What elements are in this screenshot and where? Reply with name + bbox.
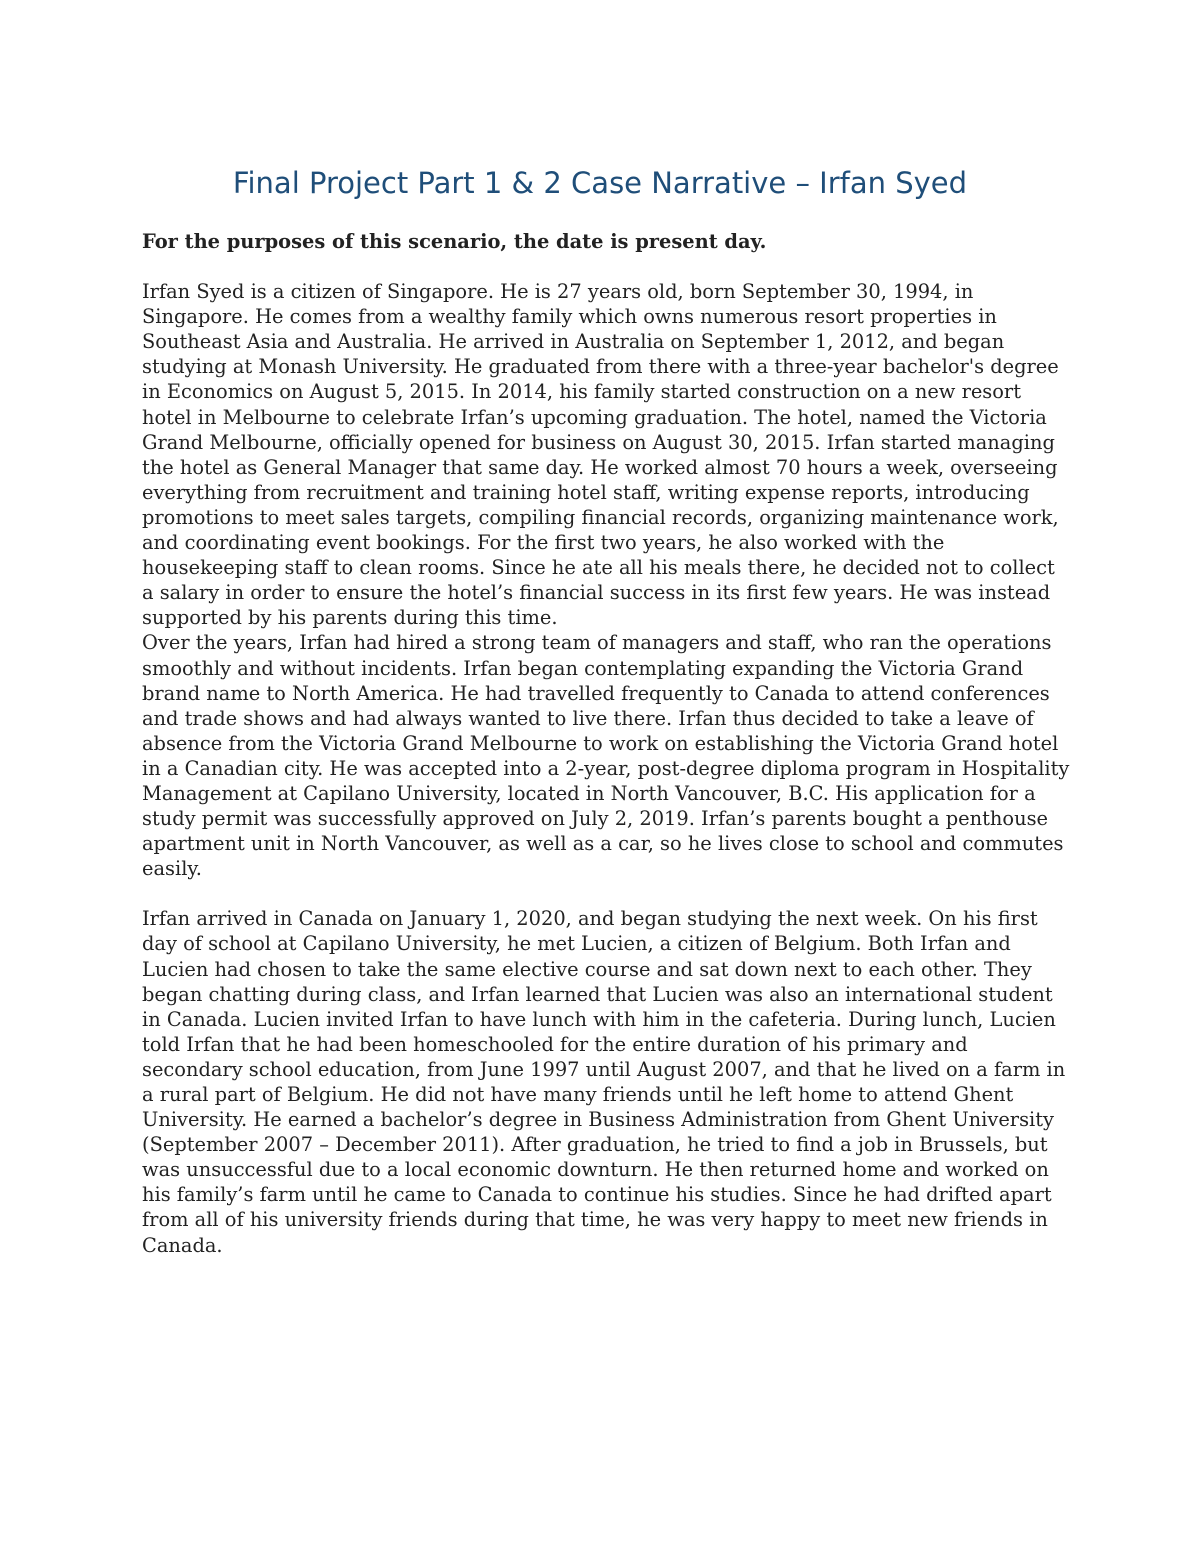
paragraph-spacer <box>142 881 1072 906</box>
paragraph-canada-arrival: Irfan arrived in Canada on January 1, 2020, and began studying the next week. On his first day of school at Capilano University, he met Lucien, a citizen of Belgium. Both Irfan and Lucien had chosen to take the same elective course and sat down next to each other. They began chatting during class, and Irfan learned that Lucien was also an international student in Canada. Lucien invited Irfan to have lunch with him in the cafeteria. During lunch, Lucien told Irfan that he had been homeschooled for the entire duration of his primary and secondary school education, from June 1997 until August 2007, and that he lived on a farm in a rural part of Belgium. He did not have many friends until he left home to attend Ghent University. He earned a bachelor’s degree in Business Administration from Ghent University (September 2007 – December 2011). After graduation, he tried to find a job in Brussels, but was unsuccessful due to a local economic downturn. He then returned home and worked on his family’s farm until he came to Canada to continue his studies. Since he had drifted apart from all of his university friends during that time, he was very happy to meet new friends in Canada. <box>142 907 1066 1257</box>
document-body <box>142 229 1072 1258</box>
paragraph-background: Irfan Syed is a citizen of Singapore. He is 27 years old, born September 30, 1994, in Singapore. He comes from a wealthy family which owns numerous resort properties in Southeast Asia and Australia. He arrived in Australia on September 1, 2012, and began studying at Monash University. He graduated from there with a three-year bachelor's degree in Economics on August 5, 2015. In 2014, his family started construction on a new resort hotel in Melbourne to celebrate Irfan’s upcoming graduation. The hotel, named the Victoria Grand Melbourne, officially opened for business on August 30, 2015. Irfan started managing the hotel as General Manager that same day. He worked almost 70 hours a week, overseeing everything from recruitment and training hotel staff, writing expense reports, introducing promotions to meet sales targets, compiling financial records, organizing maintenance work, and coordinating event bookings. For the first two years, he also worked with the housekeeping staff to clean rooms. Since he ate all his meals there, he decided not to collect a salary in order to ensure the hotel’s financial success in its first few years. He was instead supported by his parents during this time. <box>142 280 1059 630</box>
scenario-note: For the purposes of this scenario, the date is present day. <box>142 230 767 253</box>
paragraph-expansion: Over the years, Irfan had hired a strong team of managers and staff, who ran the operations smoothly and without incidents. Irfan began contemplating expanding the Victoria Grand brand name to North America. He had travelled frequently to Canada to attend conferences and trade shows and had always wanted to live there. Irfan thus decided to take a leave of absence from the Victoria Grand Melbourne to work on establishing the Victoria Grand hotel in a Canadian city. He was accepted into a 2-year, post-degree diploma program in Hospitality Management at Capilano University, located in North Vancouver, B.C. His application for a study permit was successfully approved on July 2, 2019. Irfan’s parents bought a penthouse apartment unit in North Vancouver, as well as a car, so he lives close to school and commutes easily. <box>142 631 1070 881</box>
document-title: Final Project Part 1 & 2 Case Narrative – Irfan Syed <box>232 166 968 200</box>
